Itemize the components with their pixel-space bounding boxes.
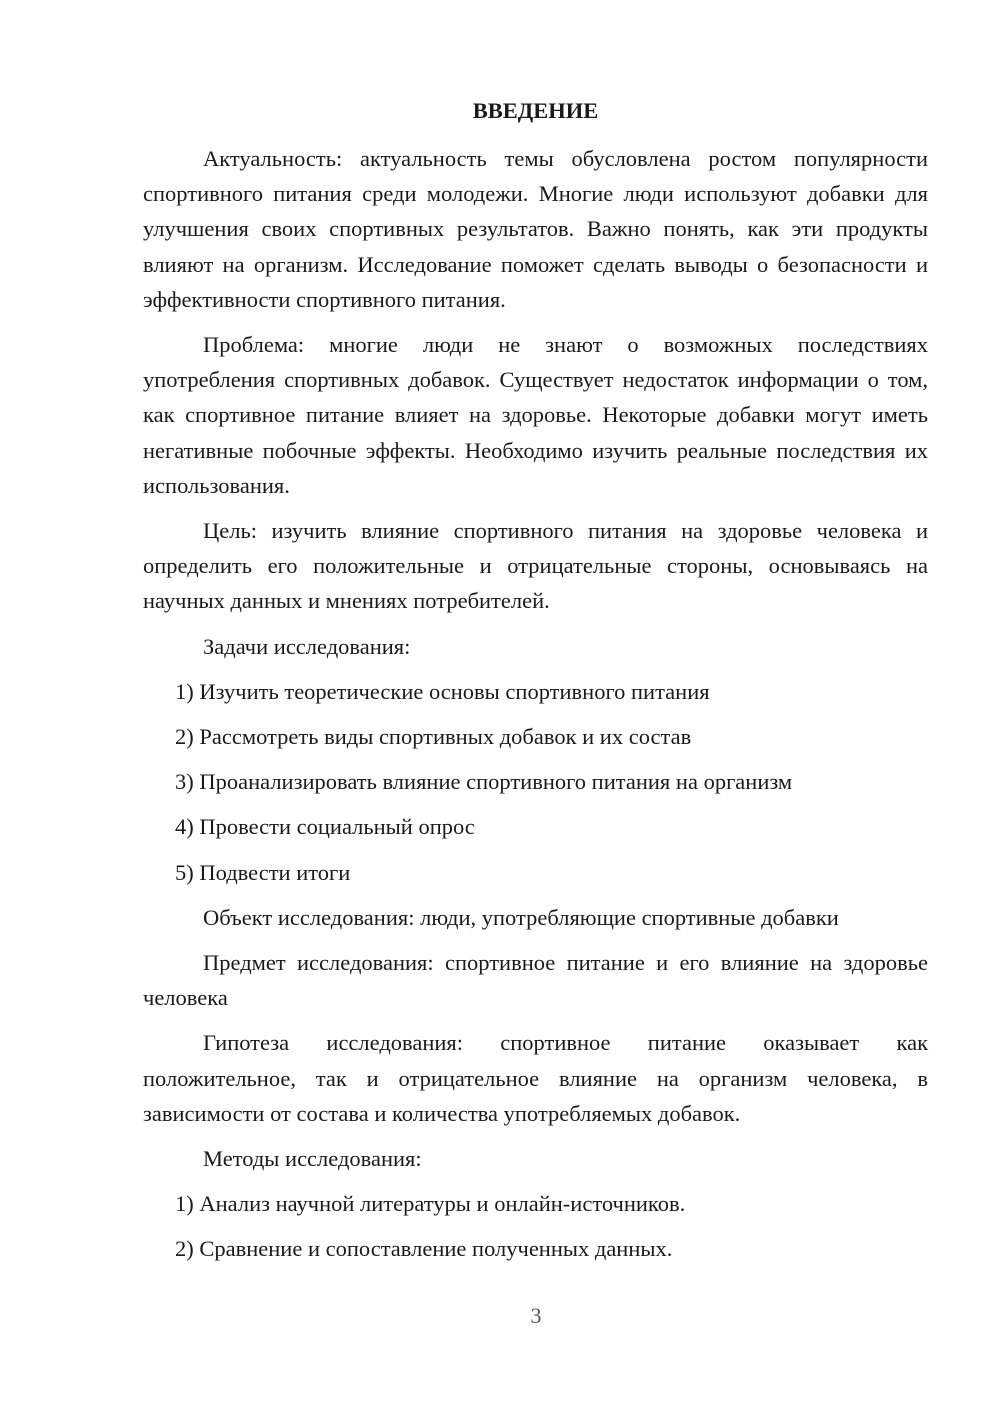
tasks-title: Задачи исследования: [203, 633, 411, 659]
task-item-2: 2) Рассмотреть виды спортивных добавок и их состав [175, 724, 692, 750]
page-number: 3 [530, 1303, 542, 1328]
goal-paragraph: Цель: изучить влияние спортивного питания на здоровье человека и определить его положительные и отрицательные стороны, основываясь на научных данных и мнениях потребителей. [143, 518, 928, 614]
tasks-list [143, 674, 928, 890]
object-paragraph: Объект исследования: люди, употребляющие спортивные добавки [203, 904, 839, 930]
subject-paragraph: Предмет исследования: спортивное питание и его влияние на здоровье человека [143, 950, 928, 1011]
task-item-4: 4) Провести социальный опрос [175, 814, 475, 840]
methods-list [143, 1186, 928, 1266]
problem-paragraph: Проблема: многие люди не знают о возможных последствиях употребления спортивных добавок. Существует недостаток информации о том, как спортивное питание влияет на здоровье. Некоторые добавки могут иметь негативные побочные эффекты. Необходимо изучить реальные последствия их использования. [143, 332, 928, 498]
hypothesis-paragraph: Гипотеза исследования: спортивное питание оказывает как положительное, так и отрицательное влияние на организм человека, в зависимости от состава и количества употребляемых добавок. [143, 1030, 928, 1126]
task-item-5: 5) Подвести итоги [175, 859, 351, 885]
task-item-1: 1) Изучить теоретические основы спортивного питания [175, 678, 710, 704]
method-item-2: 2) Сравнение и сопоставление полученных данных. [175, 1236, 673, 1262]
section-heading: ВВЕДЕНИЕ [472, 98, 599, 123]
method-item-1: 1) Анализ научной литературы и онлайн-источников. [175, 1191, 686, 1217]
relevance-paragraph: Актуальность: актуальность темы обусловлена ростом популярности спортивного питания среди молодежи. Многие люди используют добавки для улучшения своих спортивных результатов. Важно понять, как эти продукты влияют на организм. Исследование поможет сделать выводы о безопасности и эффективности спортивного питания. [143, 146, 928, 312]
document-page [143, 95, 928, 1277]
methods-title: Методы исследования: [203, 1146, 422, 1172]
task-item-3: 3) Проанализировать влияние спортивного питания на организм [175, 769, 793, 795]
